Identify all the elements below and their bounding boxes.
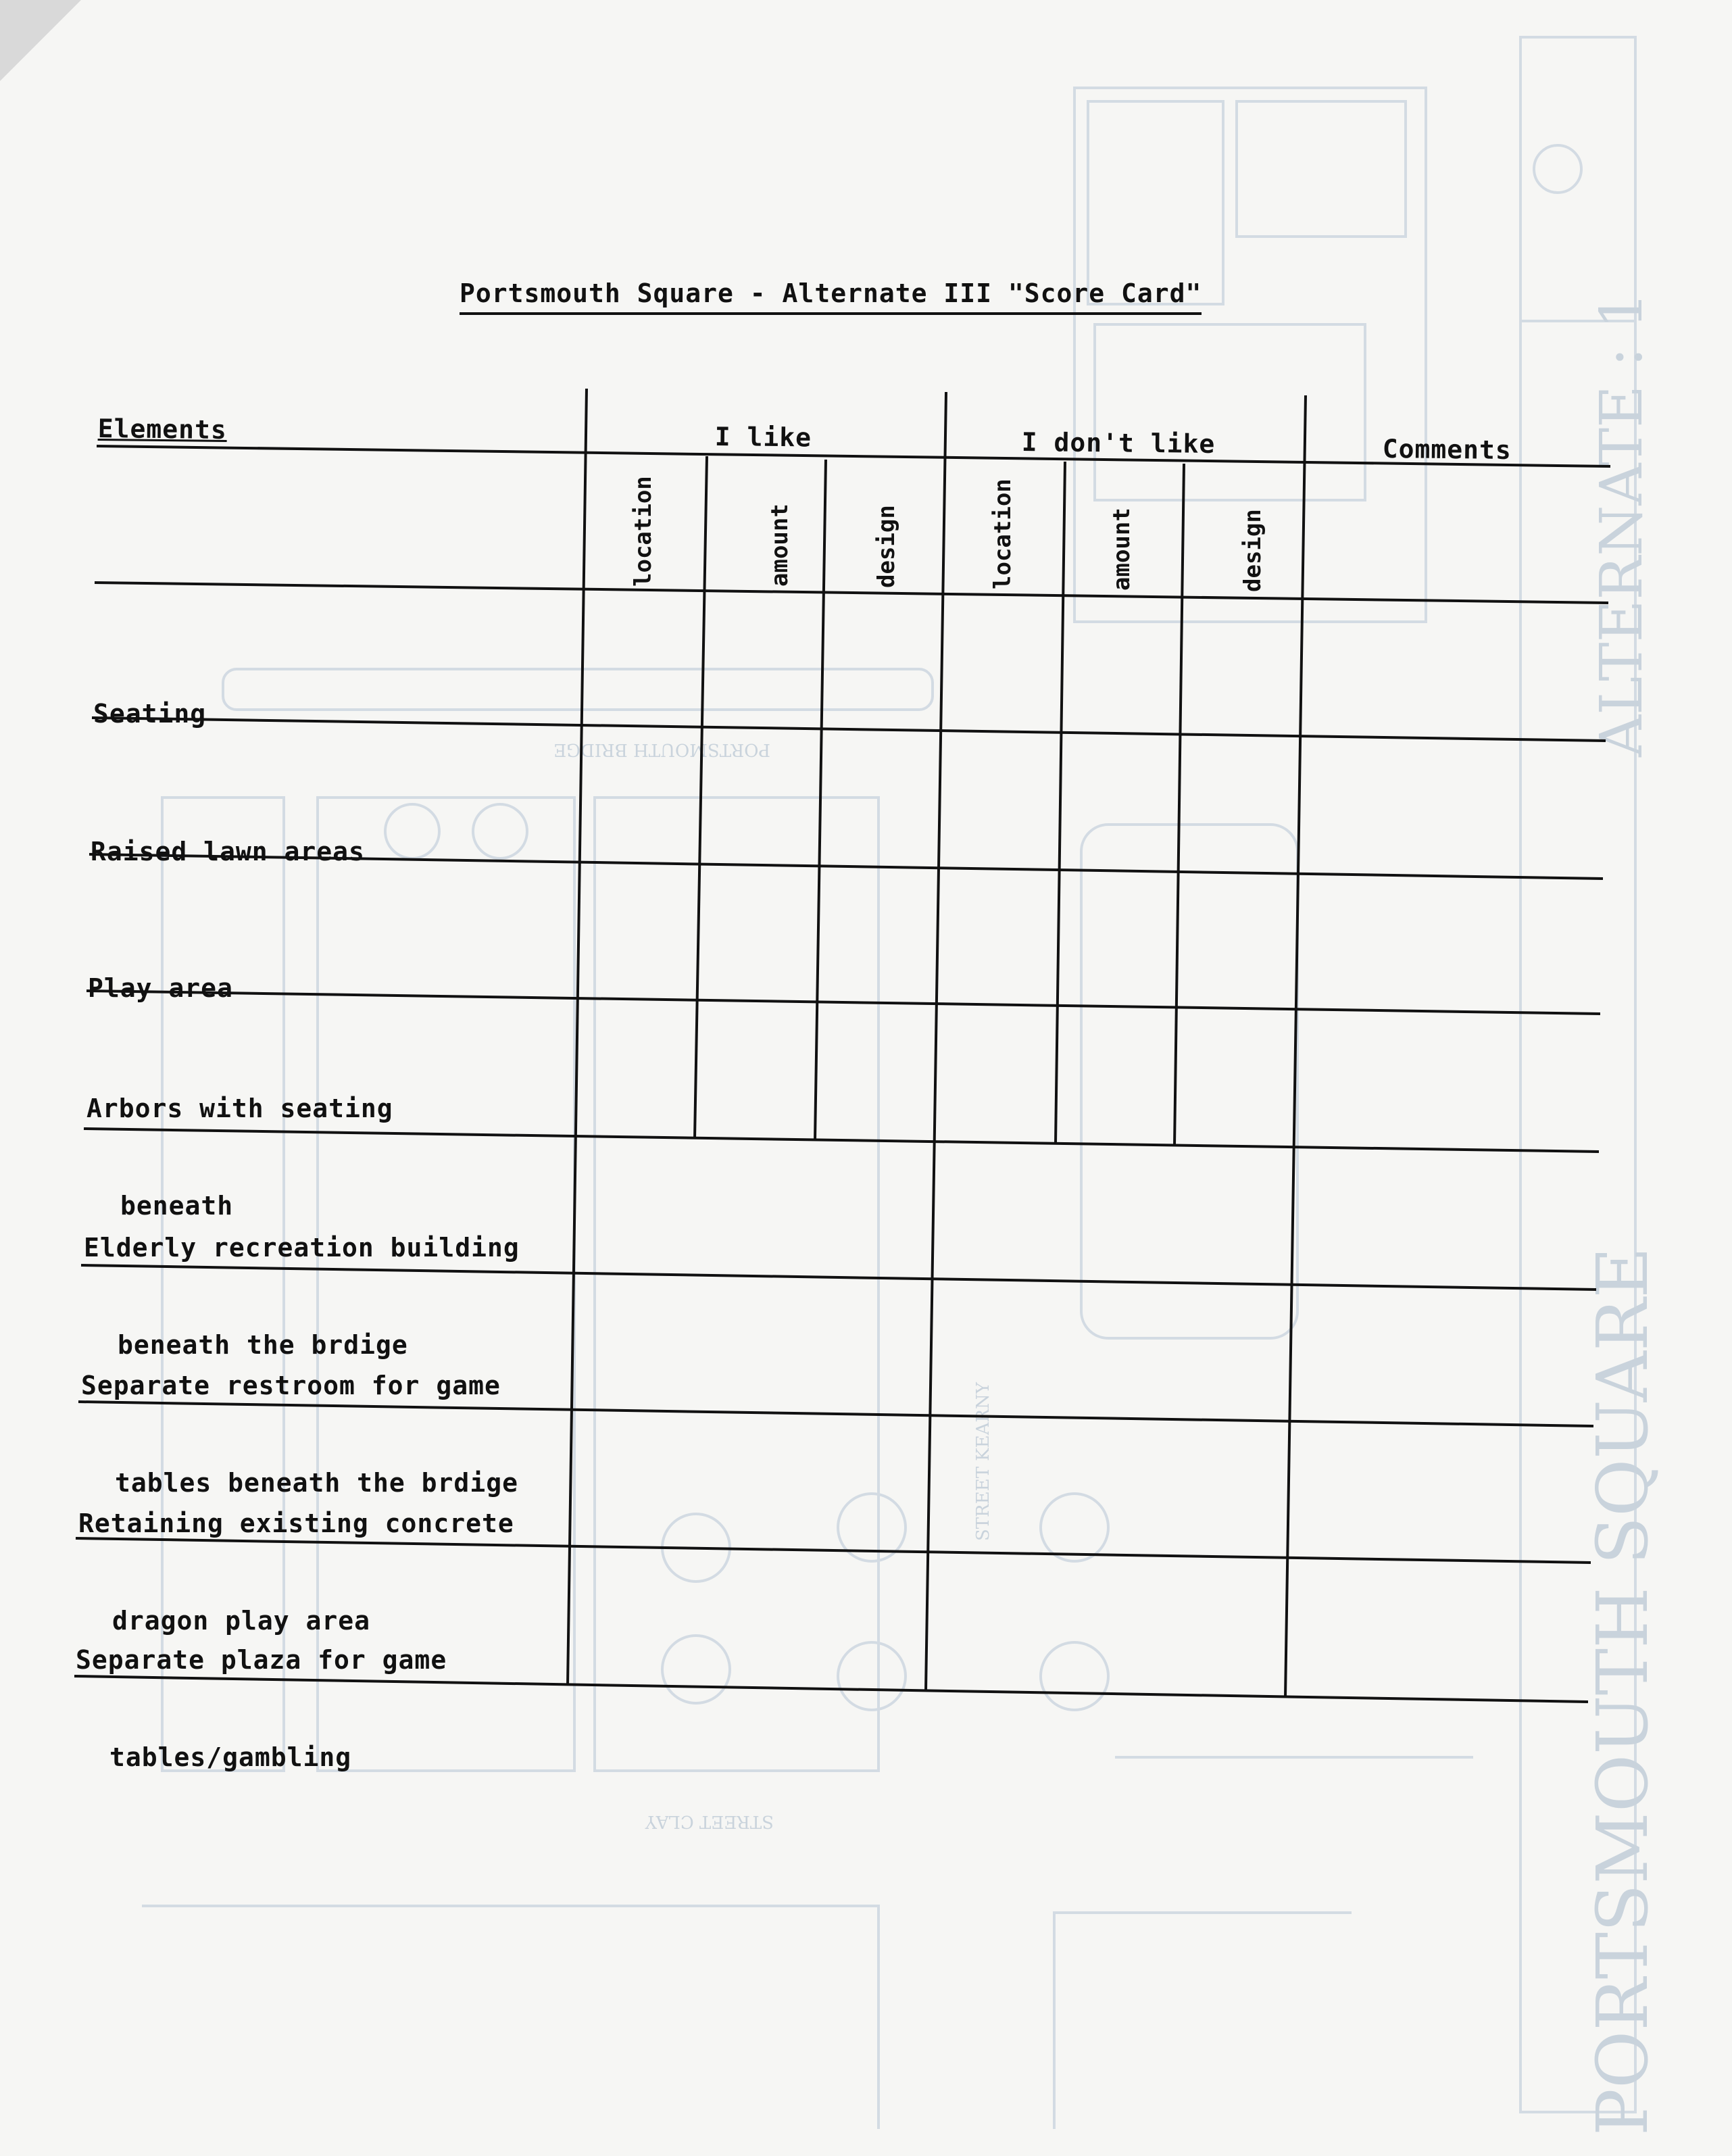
- subheader-like-location: location: [630, 476, 657, 587]
- bleed-side-title-2: PORTSMOUTH SQUARE: [1581, 1246, 1664, 2136]
- row-label-line2: beneath: [120, 1191, 234, 1221]
- row-label-line1: Separate plaza for game: [76, 1645, 447, 1675]
- bleed-street-2: STREET KEARNY: [973, 1382, 993, 1541]
- row-separate-plaza: [76, 1579, 447, 1838]
- header-i-like: I like: [714, 422, 812, 453]
- subheader-dislike-amount: amount: [1108, 508, 1135, 591]
- header-elements: Elements: [97, 414, 228, 445]
- row-label-line2: beneath the brdige: [118, 1330, 408, 1360]
- row-label-line1: Elderly recreation building: [84, 1233, 520, 1263]
- bleed-street-1: STREET CLAY: [645, 1811, 774, 1832]
- bleed-street-3: PORTSMOUTH BRIDGE: [553, 739, 770, 760]
- subheader-like-design: design: [873, 505, 900, 588]
- subheader-dislike-location: location: [989, 479, 1016, 589]
- row-label-line2: dragon play area: [112, 1606, 371, 1636]
- subheader-like-amount: amount: [766, 504, 793, 587]
- row-label-line1: Raised lawn areas: [91, 837, 365, 866]
- row-label-line1: Retaining existing concrete: [78, 1509, 514, 1538]
- score-card-title: Portsmouth Square - Alternate III "Score Card": [460, 278, 1202, 315]
- header-i-dont-like: I don't like: [1021, 427, 1216, 459]
- row-label-line1: Arbors with seating: [86, 1094, 393, 1123]
- subheader-dislike-design: design: [1239, 509, 1266, 592]
- row-label-line1: Seating: [93, 699, 207, 729]
- row-label-line2: tables/gambling: [109, 1742, 352, 1772]
- row-label-line2: tables beneath the brdige: [115, 1468, 518, 1498]
- bleed-side-title-1: ALTERNATE : 1: [1588, 291, 1656, 757]
- row-label-line1: Separate restroom for game: [81, 1371, 501, 1400]
- header-comments: Comments: [1382, 434, 1512, 465]
- row-label-line1: Play area: [88, 973, 233, 1003]
